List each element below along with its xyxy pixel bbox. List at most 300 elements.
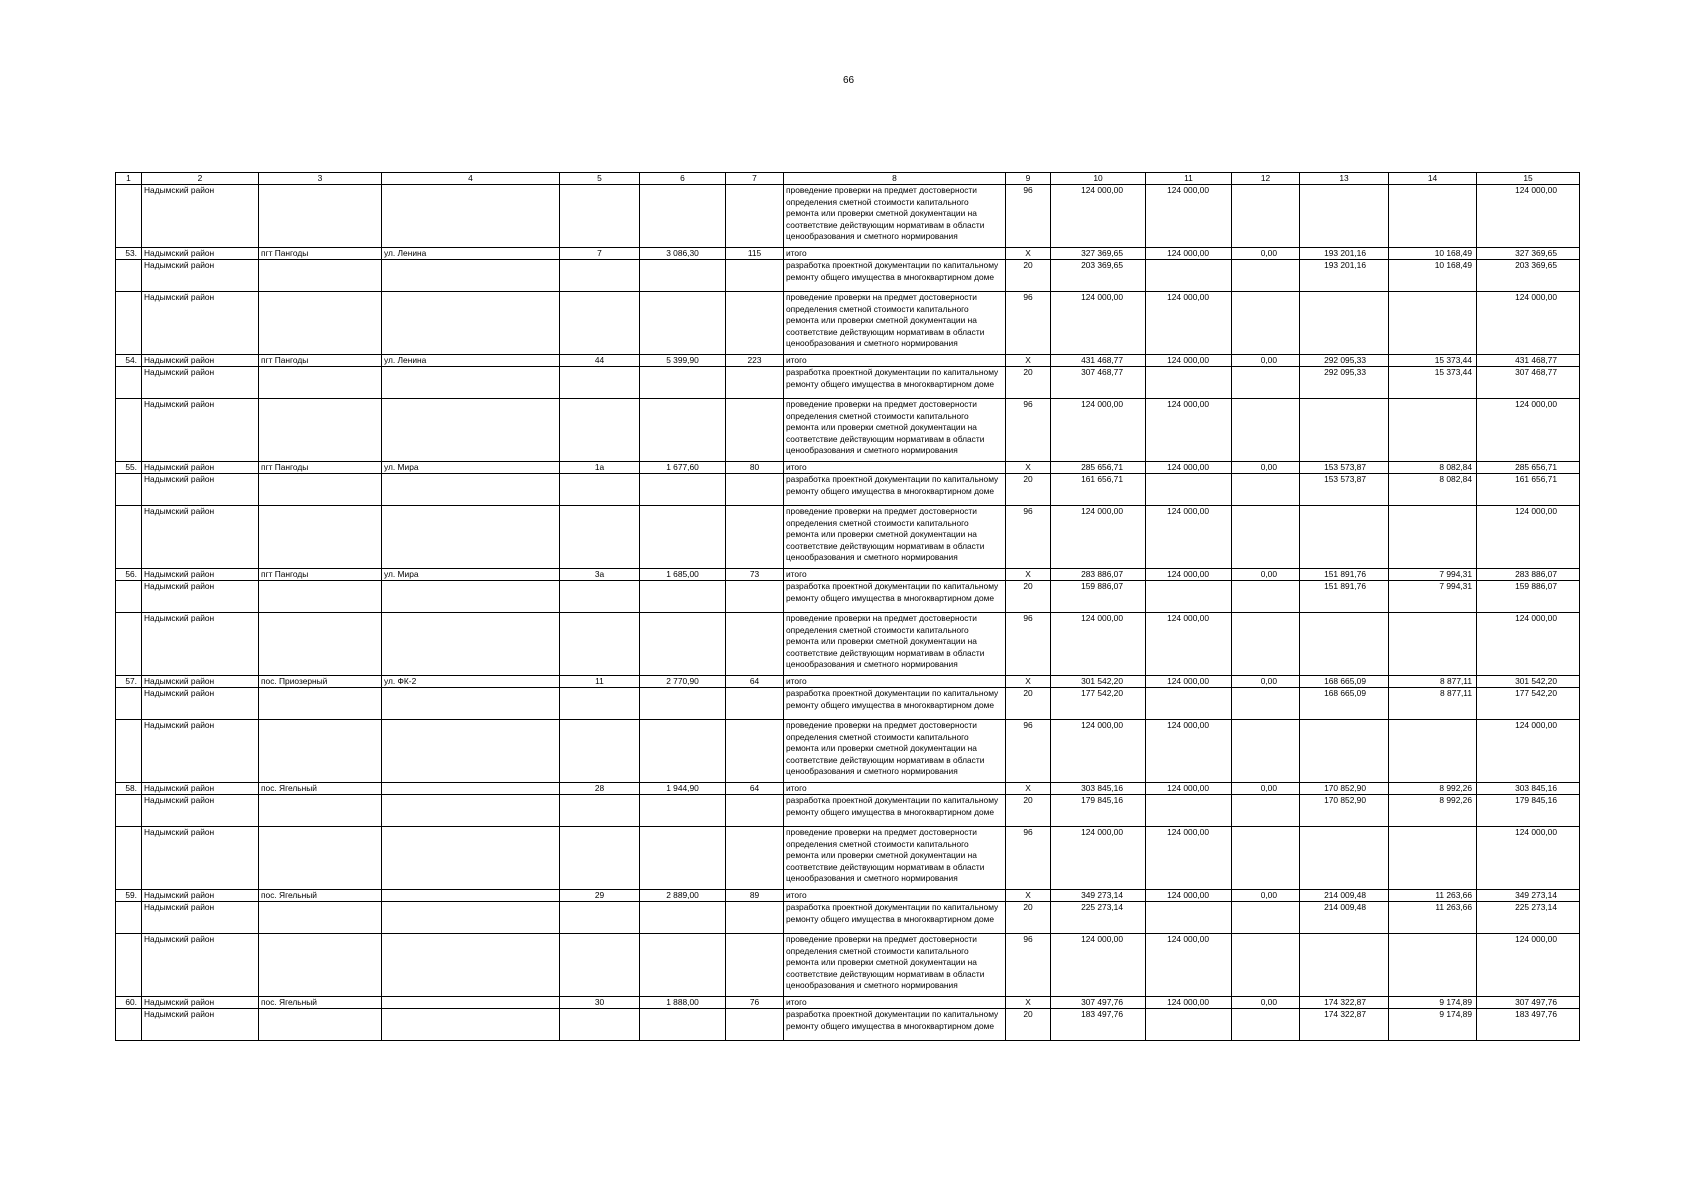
settlement-cell	[259, 581, 382, 613]
house-cell	[560, 1009, 640, 1041]
entry-number-cell	[116, 827, 142, 890]
work-type-cell: разработка проектной документации по капитальному ремонту общего имущества в многоквартирном доме	[784, 581, 1006, 613]
code-cell: X	[1006, 569, 1051, 581]
amount-cell: 124 000,00	[1146, 890, 1232, 902]
column-header: 13	[1300, 173, 1389, 185]
district-cell: Надымский район	[142, 569, 259, 581]
amount-cell	[1389, 185, 1477, 248]
work-type-cell: разработка проектной документации по капитальному ремонту общего имущества в многоквартирном доме	[784, 902, 1006, 934]
amount-cell: 124 000,00	[1051, 613, 1146, 676]
entry-number-cell: 59.	[116, 890, 142, 902]
amount-cell: 0,00	[1232, 462, 1300, 474]
area-cell	[640, 399, 726, 462]
code-cell: 96	[1006, 185, 1051, 248]
street-cell: ул. ФК-2	[382, 676, 560, 688]
settlement-cell	[259, 613, 382, 676]
amount-cell	[1146, 474, 1232, 506]
entry-number-cell: 56.	[116, 569, 142, 581]
amount-cell: 151 891,76	[1300, 581, 1389, 613]
amount-cell	[1389, 934, 1477, 997]
residents-cell: 80	[726, 462, 784, 474]
house-cell	[560, 260, 640, 292]
work-type-cell: итого	[784, 248, 1006, 260]
residents-cell	[726, 934, 784, 997]
amount-cell: 285 656,71	[1051, 462, 1146, 474]
column-header: 3	[259, 173, 382, 185]
settlement-cell	[259, 185, 382, 248]
amount-cell	[1232, 688, 1300, 720]
check-row	[116, 399, 1580, 462]
street-cell	[382, 292, 560, 355]
entry-number-cell	[116, 795, 142, 827]
amount-cell: 9 174,89	[1389, 997, 1477, 1009]
entry-total-row	[116, 890, 1580, 902]
amount-cell: 124 000,00	[1051, 185, 1146, 248]
amount-cell: 124 000,00	[1051, 827, 1146, 890]
amount-cell	[1300, 827, 1389, 890]
district-cell: Надымский район	[142, 581, 259, 613]
amount-cell	[1389, 399, 1477, 462]
entry-number-cell: 57.	[116, 676, 142, 688]
amount-cell: 225 273,14	[1477, 902, 1580, 934]
street-cell: ул. Ленина	[382, 248, 560, 260]
area-cell: 1 677,60	[640, 462, 726, 474]
code-cell: 20	[1006, 367, 1051, 399]
work-type-cell: проведение проверки на предмет достоверности определения сметной стоимости капитального ремонта или проверки сметной документации на соответствие действующим нормативам в области ценообразования и сметного нормирования	[784, 185, 1006, 248]
entry-total-row	[116, 248, 1580, 260]
work-type-cell: проведение проверки на предмет достоверности определения сметной стоимости капитального ремонта или проверки сметной документации на соответствие действующим нормативам в области ценообразования и сметного нормирования	[784, 827, 1006, 890]
column-header: 15	[1477, 173, 1580, 185]
area-cell: 1 685,00	[640, 569, 726, 581]
district-cell: Надымский район	[142, 506, 259, 569]
amount-cell: 183 497,76	[1477, 1009, 1580, 1041]
street-cell	[382, 934, 560, 997]
street-cell: ул. Ленина	[382, 355, 560, 367]
area-cell	[640, 1009, 726, 1041]
residents-cell: 76	[726, 997, 784, 1009]
settlement-cell	[259, 1009, 382, 1041]
design-row	[116, 581, 1580, 613]
amount-cell: 301 542,20	[1051, 676, 1146, 688]
amount-cell: 203 369,65	[1477, 260, 1580, 292]
house-cell: 3а	[560, 569, 640, 581]
street-cell	[382, 720, 560, 783]
amount-cell: 124 000,00	[1051, 934, 1146, 997]
amount-cell	[1232, 399, 1300, 462]
settlement-cell: пос. Ягельный	[259, 890, 382, 902]
column-header: 1	[116, 173, 142, 185]
amount-cell: 124 000,00	[1146, 506, 1232, 569]
amount-cell: 303 845,16	[1477, 783, 1580, 795]
house-cell: 28	[560, 783, 640, 795]
amount-cell: 124 000,00	[1051, 506, 1146, 569]
amount-cell: 124 000,00	[1477, 292, 1580, 355]
house-cell	[560, 688, 640, 720]
entry-number-cell	[116, 474, 142, 506]
amount-cell: 10 168,49	[1389, 260, 1477, 292]
work-type-cell: итого	[784, 997, 1006, 1009]
amount-cell: 307 497,76	[1051, 997, 1146, 1009]
settlement-cell	[259, 399, 382, 462]
design-row	[116, 367, 1580, 399]
house-cell	[560, 185, 640, 248]
area-cell	[640, 474, 726, 506]
work-type-cell: итого	[784, 783, 1006, 795]
house-cell	[560, 934, 640, 997]
amount-cell: 193 201,16	[1300, 260, 1389, 292]
amount-cell: 431 468,77	[1477, 355, 1580, 367]
amount-cell	[1232, 367, 1300, 399]
amount-cell: 8 877,11	[1389, 688, 1477, 720]
settlement-cell	[259, 827, 382, 890]
street-cell: ул. Мира	[382, 462, 560, 474]
settlement-cell: пгт Пангоды	[259, 248, 382, 260]
amount-cell	[1389, 613, 1477, 676]
entry-number-cell	[116, 292, 142, 355]
work-type-cell: итого	[784, 462, 1006, 474]
amount-cell: 349 273,14	[1477, 890, 1580, 902]
column-header: 12	[1232, 173, 1300, 185]
code-cell: 96	[1006, 934, 1051, 997]
residents-cell	[726, 260, 784, 292]
code-cell: X	[1006, 355, 1051, 367]
column-header: 9	[1006, 173, 1051, 185]
house-cell: 44	[560, 355, 640, 367]
work-type-cell: итого	[784, 355, 1006, 367]
residents-cell: 73	[726, 569, 784, 581]
check-row	[116, 506, 1580, 569]
entry-number-cell	[116, 260, 142, 292]
amount-cell: 10 168,49	[1389, 248, 1477, 260]
district-cell: Надымский район	[142, 1009, 259, 1041]
district-cell: Надымский район	[142, 795, 259, 827]
entry-total-row	[116, 783, 1580, 795]
area-cell: 3 086,30	[640, 248, 726, 260]
amount-cell: 7 994,31	[1389, 581, 1477, 613]
check-row	[116, 827, 1580, 890]
district-cell: Надымский район	[142, 613, 259, 676]
code-cell: 96	[1006, 506, 1051, 569]
code-cell: 20	[1006, 260, 1051, 292]
code-cell: 96	[1006, 399, 1051, 462]
settlement-cell	[259, 720, 382, 783]
code-cell: X	[1006, 783, 1051, 795]
house-cell: 29	[560, 890, 640, 902]
amount-cell: 124 000,00	[1146, 248, 1232, 260]
amount-cell: 124 000,00	[1051, 292, 1146, 355]
house-cell	[560, 367, 640, 399]
residents-cell	[726, 292, 784, 355]
amount-cell: 124 000,00	[1477, 720, 1580, 783]
amount-cell	[1300, 399, 1389, 462]
entry-number-cell: 60.	[116, 997, 142, 1009]
work-type-cell: разработка проектной документации по капитальному ремонту общего имущества в многоквартирном доме	[784, 367, 1006, 399]
residents-cell: 64	[726, 676, 784, 688]
amount-cell: 159 886,07	[1051, 581, 1146, 613]
entry-number-cell: 58.	[116, 783, 142, 795]
residents-cell	[726, 902, 784, 934]
residents-cell	[726, 185, 784, 248]
amount-cell: 225 273,14	[1051, 902, 1146, 934]
amount-cell: 307 497,76	[1477, 997, 1580, 1009]
residents-cell	[726, 399, 784, 462]
residents-cell: 89	[726, 890, 784, 902]
entry-number-cell: 53.	[116, 248, 142, 260]
amount-cell	[1232, 260, 1300, 292]
residents-cell	[726, 581, 784, 613]
amount-cell	[1232, 902, 1300, 934]
amount-cell: 168 665,09	[1300, 688, 1389, 720]
amount-cell	[1300, 720, 1389, 783]
entry-total-row	[116, 462, 1580, 474]
amount-cell	[1146, 1009, 1232, 1041]
work-type-cell: проведение проверки на предмет достоверности определения сметной стоимости капитального ремонта или проверки сметной документации на соответствие действующим нормативам в области ценообразования и сметного нормирования	[784, 720, 1006, 783]
amount-cell: 177 542,20	[1051, 688, 1146, 720]
amount-cell: 161 656,71	[1051, 474, 1146, 506]
district-cell: Надымский район	[142, 997, 259, 1009]
work-type-cell: разработка проектной документации по капитальному ремонту общего имущества в многоквартирном доме	[784, 260, 1006, 292]
amount-cell: 292 095,33	[1300, 367, 1389, 399]
work-type-cell: итого	[784, 890, 1006, 902]
amount-cell: 159 886,07	[1477, 581, 1580, 613]
amount-cell: 0,00	[1232, 676, 1300, 688]
work-type-cell: проведение проверки на предмет достоверности определения сметной стоимости капитального ремонта или проверки сметной документации на соответствие действующим нормативам в области ценообразования и сметного нормирования	[784, 934, 1006, 997]
settlement-cell	[259, 474, 382, 506]
column-header: 11	[1146, 173, 1232, 185]
check-row	[116, 613, 1580, 676]
amount-cell	[1300, 292, 1389, 355]
amount-cell: 307 468,77	[1051, 367, 1146, 399]
code-cell: 96	[1006, 720, 1051, 783]
house-cell	[560, 902, 640, 934]
amount-cell: 285 656,71	[1477, 462, 1580, 474]
residents-cell	[726, 506, 784, 569]
amount-cell: 0,00	[1232, 890, 1300, 902]
column-header: 8	[784, 173, 1006, 185]
entry-number-cell	[116, 399, 142, 462]
amount-cell: 124 000,00	[1477, 613, 1580, 676]
street-cell	[382, 506, 560, 569]
area-cell	[640, 688, 726, 720]
entry-total-row	[116, 997, 1580, 1009]
work-type-cell: итого	[784, 569, 1006, 581]
registry-table	[115, 172, 1580, 1041]
street-cell	[382, 474, 560, 506]
district-cell: Надымский район	[142, 890, 259, 902]
amount-cell: 124 000,00	[1146, 355, 1232, 367]
house-cell	[560, 399, 640, 462]
code-cell: 20	[1006, 795, 1051, 827]
amount-cell: 179 845,16	[1051, 795, 1146, 827]
amount-cell	[1146, 902, 1232, 934]
settlement-cell	[259, 506, 382, 569]
settlement-cell: пос. Ягельный	[259, 997, 382, 1009]
residents-cell	[726, 613, 784, 676]
amount-cell: 168 665,09	[1300, 676, 1389, 688]
amount-cell: 8 082,84	[1389, 474, 1477, 506]
amount-cell	[1146, 688, 1232, 720]
area-cell: 2 889,00	[640, 890, 726, 902]
house-cell	[560, 720, 640, 783]
house-cell	[560, 474, 640, 506]
settlement-cell: пгт Пангоды	[259, 355, 382, 367]
amount-cell: 9 174,89	[1389, 1009, 1477, 1041]
amount-cell	[1232, 506, 1300, 569]
work-type-cell: проведение проверки на предмет достоверности определения сметной стоимости капитального ремонта или проверки сметной документации на соответствие действующим нормативам в области ценообразования и сметного нормирования	[784, 292, 1006, 355]
amount-cell	[1232, 1009, 1300, 1041]
house-cell: 30	[560, 997, 640, 1009]
district-cell: Надымский район	[142, 260, 259, 292]
entry-number-cell	[116, 934, 142, 997]
check-row	[116, 292, 1580, 355]
residents-cell: 64	[726, 783, 784, 795]
residents-cell	[726, 474, 784, 506]
amount-cell: 124 000,00	[1146, 997, 1232, 1009]
amount-cell: 124 000,00	[1146, 783, 1232, 795]
amount-cell: 177 542,20	[1477, 688, 1580, 720]
amount-cell	[1232, 185, 1300, 248]
settlement-cell: пгт Пангоды	[259, 569, 382, 581]
amount-cell: 124 000,00	[1477, 934, 1580, 997]
amount-cell	[1232, 613, 1300, 676]
amount-cell: 124 000,00	[1477, 827, 1580, 890]
settlement-cell	[259, 688, 382, 720]
amount-cell: 301 542,20	[1477, 676, 1580, 688]
amount-cell: 170 852,90	[1300, 783, 1389, 795]
amount-cell	[1146, 367, 1232, 399]
design-row	[116, 902, 1580, 934]
residents-cell	[726, 1009, 784, 1041]
amount-cell: 0,00	[1232, 997, 1300, 1009]
amount-cell: 174 322,87	[1300, 1009, 1389, 1041]
area-cell	[640, 902, 726, 934]
area-cell	[640, 367, 726, 399]
code-cell: 20	[1006, 1009, 1051, 1041]
district-cell: Надымский район	[142, 934, 259, 997]
district-cell: Надымский район	[142, 676, 259, 688]
code-cell: X	[1006, 890, 1051, 902]
entry-number-cell	[116, 506, 142, 569]
amount-cell	[1389, 292, 1477, 355]
area-cell	[640, 613, 726, 676]
design-row	[116, 795, 1580, 827]
residents-cell	[726, 795, 784, 827]
amount-cell: 151 891,76	[1300, 569, 1389, 581]
column-header: 4	[382, 173, 560, 185]
street-cell	[382, 399, 560, 462]
design-row	[116, 474, 1580, 506]
settlement-cell: пгт Пангоды	[259, 462, 382, 474]
entry-number-cell: 54.	[116, 355, 142, 367]
entry-total-row	[116, 569, 1580, 581]
amount-cell: 179 845,16	[1477, 795, 1580, 827]
district-cell: Надымский район	[142, 783, 259, 795]
district-cell: Надымский район	[142, 399, 259, 462]
column-header: 6	[640, 173, 726, 185]
amount-cell	[1389, 720, 1477, 783]
residents-cell	[726, 720, 784, 783]
amount-cell: 8 992,26	[1389, 783, 1477, 795]
settlement-cell: пос. Приозерный	[259, 676, 382, 688]
amount-cell: 124 000,00	[1477, 185, 1580, 248]
work-type-cell: разработка проектной документации по капитальному ремонту общего имущества в многоквартирном доме	[784, 1009, 1006, 1041]
residents-cell	[726, 688, 784, 720]
settlement-cell	[259, 292, 382, 355]
amount-cell	[1232, 827, 1300, 890]
area-cell: 2 770,90	[640, 676, 726, 688]
amount-cell: 0,00	[1232, 783, 1300, 795]
district-cell: Надымский район	[142, 185, 259, 248]
amount-cell: 8 992,26	[1389, 795, 1477, 827]
street-cell	[382, 783, 560, 795]
entry-number-cell	[116, 367, 142, 399]
amount-cell: 327 369,65	[1051, 248, 1146, 260]
area-cell	[640, 260, 726, 292]
amount-cell	[1146, 581, 1232, 613]
entry-number-cell	[116, 688, 142, 720]
district-cell: Надымский район	[142, 367, 259, 399]
amount-cell	[1300, 185, 1389, 248]
code-cell: 20	[1006, 474, 1051, 506]
settlement-cell	[259, 795, 382, 827]
amount-cell	[1232, 720, 1300, 783]
settlement-cell	[259, 902, 382, 934]
house-cell	[560, 292, 640, 355]
amount-cell: 0,00	[1232, 569, 1300, 581]
street-cell	[382, 367, 560, 399]
amount-cell: 124 000,00	[1146, 399, 1232, 462]
check-row	[116, 185, 1580, 248]
amount-cell: 174 322,87	[1300, 997, 1389, 1009]
amount-cell: 307 468,77	[1477, 367, 1580, 399]
amount-cell	[1300, 506, 1389, 569]
amount-cell: 124 000,00	[1146, 720, 1232, 783]
table-body	[116, 173, 1580, 1041]
code-cell: X	[1006, 248, 1051, 260]
area-cell	[640, 795, 726, 827]
street-cell	[382, 890, 560, 902]
house-cell: 1а	[560, 462, 640, 474]
entry-total-row	[116, 355, 1580, 367]
work-type-cell: проведение проверки на предмет достоверности определения сметной стоимости капитального ремонта или проверки сметной документации на соответствие действующим нормативам в области ценообразования и сметного нормирования	[784, 506, 1006, 569]
area-cell	[640, 827, 726, 890]
amount-cell: 124 000,00	[1051, 720, 1146, 783]
amount-cell: 303 845,16	[1051, 783, 1146, 795]
amount-cell: 203 369,65	[1051, 260, 1146, 292]
page-number: 66	[842, 75, 855, 86]
settlement-cell	[259, 367, 382, 399]
amount-cell: 8 877,11	[1389, 676, 1477, 688]
design-row	[116, 688, 1580, 720]
code-cell: 20	[1006, 902, 1051, 934]
area-cell: 5 399,90	[640, 355, 726, 367]
code-cell: 96	[1006, 292, 1051, 355]
house-cell	[560, 613, 640, 676]
amount-cell: 11 263,66	[1389, 890, 1477, 902]
code-cell: 20	[1006, 688, 1051, 720]
code-cell: X	[1006, 462, 1051, 474]
street-cell	[382, 997, 560, 1009]
house-cell	[560, 795, 640, 827]
check-row	[116, 720, 1580, 783]
street-cell	[382, 613, 560, 676]
amount-cell: 431 468,77	[1051, 355, 1146, 367]
work-type-cell: проведение проверки на предмет достоверности определения сметной стоимости капитального ремонта или проверки сметной документации на соответствие действующим нормативам в области ценообразования и сметного нормирования	[784, 613, 1006, 676]
house-cell	[560, 581, 640, 613]
house-cell: 7	[560, 248, 640, 260]
street-cell	[382, 827, 560, 890]
settlement-cell: пос. Ягельный	[259, 783, 382, 795]
